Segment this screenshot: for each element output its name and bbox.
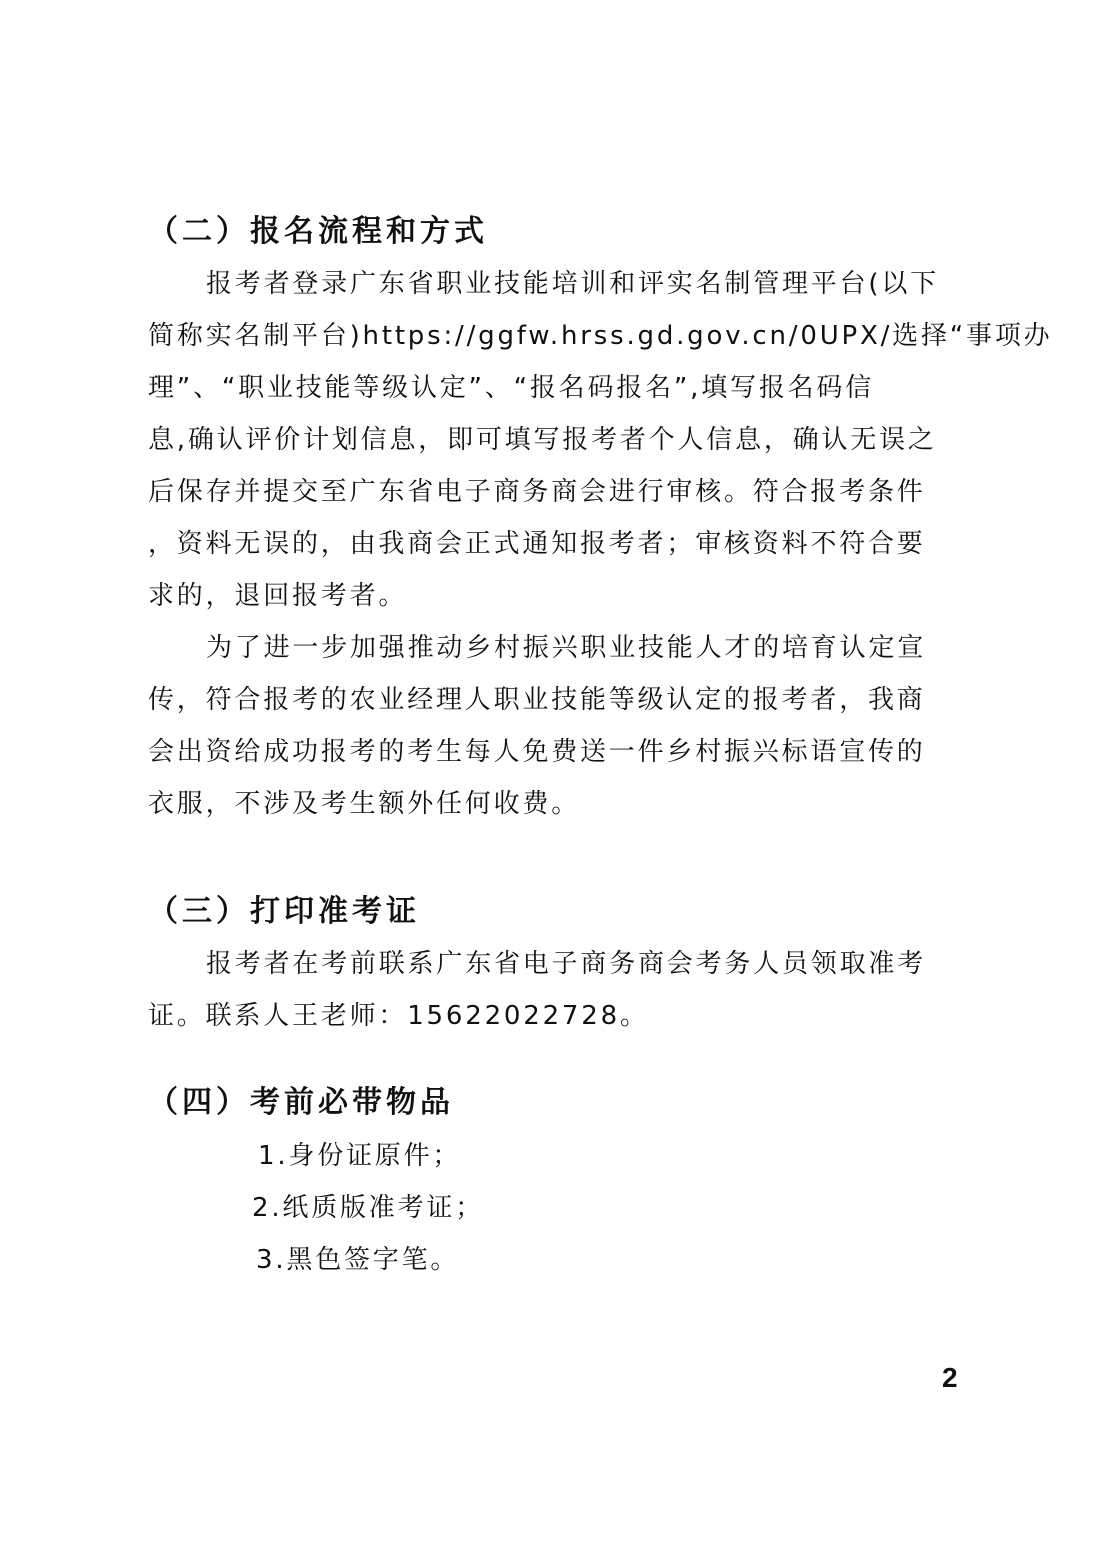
paragraph-line: 传，符合报考的农业经理人职业技能等级认定的报考者，我商	[148, 685, 926, 715]
paragraph-line: ，资料无误的，由我商会正式通知报考者；审核资料不符合要	[148, 529, 926, 559]
section-heading-required-items: （四）考前必带物品	[148, 1085, 454, 1120]
paragraph-line: 息,确认评价计划信息，即可填写报考者个人信息，确认无误之	[148, 425, 937, 455]
paragraph-line: 求的，退回报考者。	[148, 581, 408, 611]
paragraph-line: 报考者登录广东省职业技能培训和评实名制管理平台(以下	[206, 269, 939, 299]
section-heading-registration: （二）报名流程和方式	[148, 214, 488, 249]
list-item: 2.纸质版准考证；	[252, 1193, 485, 1223]
paragraph-line: 报考者在考前联系广东省电子商务商会考务人员领取准考	[206, 949, 927, 979]
paragraph-line: 后保存并提交至广东省电子商务商会进行审核。符合报考条件	[148, 477, 926, 507]
list-item: 1.身份证原件；	[258, 1141, 462, 1171]
page-number: 2	[942, 1362, 958, 1393]
paragraph-line: 简称实名制平台)https://ggfw.hrss.gd.gov.cn/0UPX/选择“事项办	[148, 321, 1053, 351]
paragraph-line: 为了进一步加强推动乡村振兴职业技能人才的培育认定宣	[206, 633, 927, 663]
paragraph-line: 理”、“职业技能等级认定”、“报名码报名”,填写报名码信	[148, 373, 875, 403]
paragraph-line: 会出资给成功报考的考生每人免费送一件乡村振兴标语宣传的	[148, 737, 926, 767]
section-heading-admission-ticket: （三）打印准考证	[148, 894, 420, 929]
paragraph-line: 衣服，不涉及考生额外任何收费。	[148, 789, 581, 819]
paragraph-line: 证。联系人王老师：15622022728。	[148, 1001, 649, 1031]
list-item: 3.黑色签字笔。	[256, 1245, 460, 1275]
